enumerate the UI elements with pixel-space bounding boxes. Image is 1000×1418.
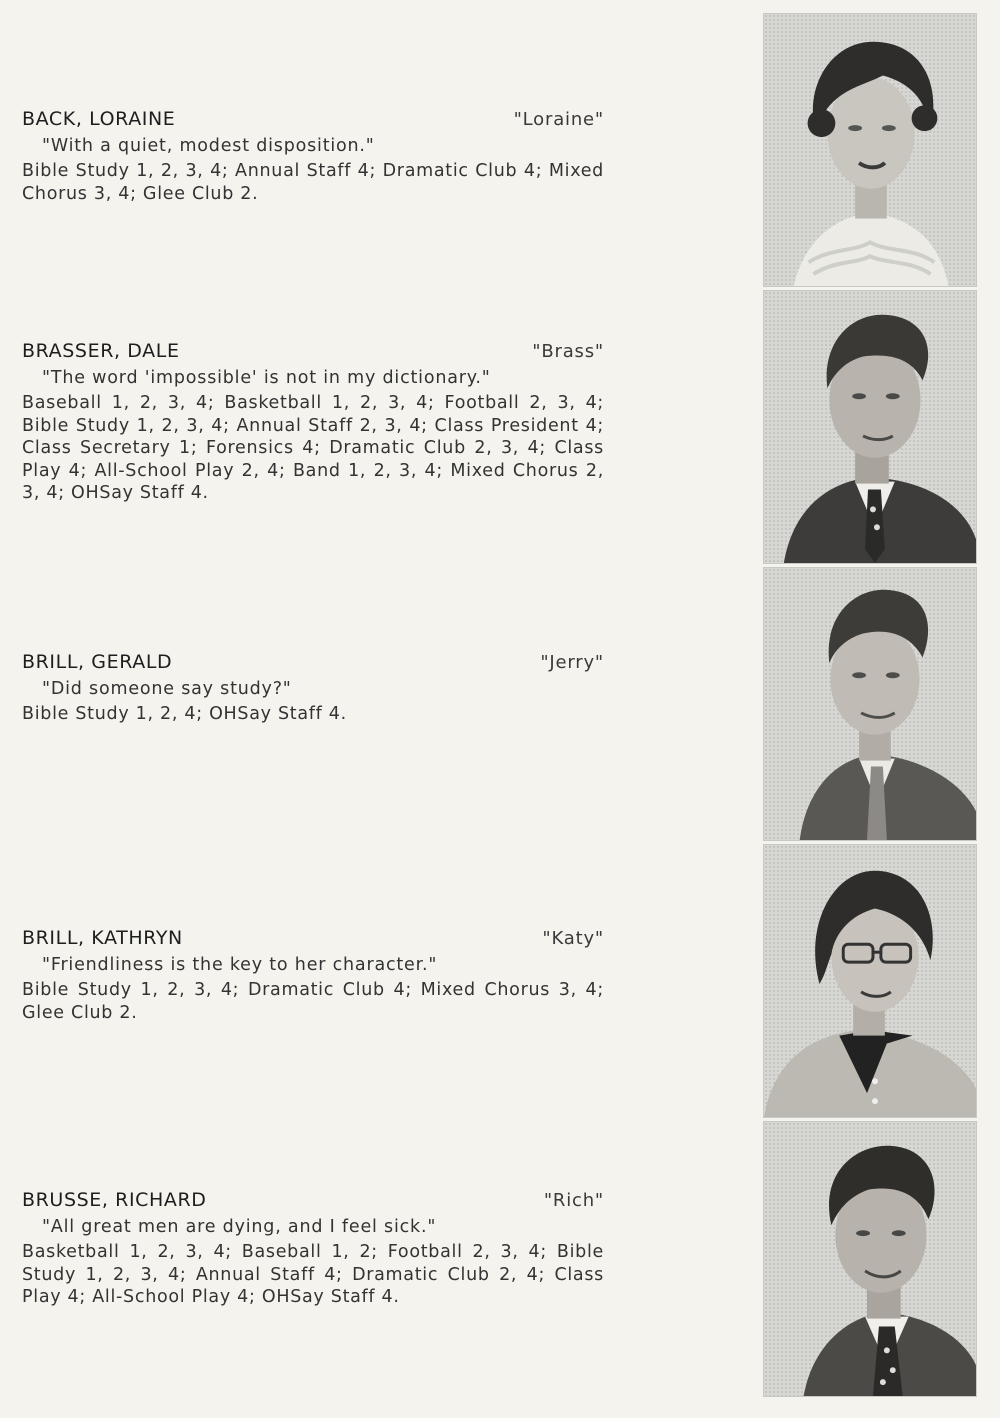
entry-header [22,340,604,362]
student-activities: Bible Study 1, 2, 3, 4; Annual Staff 4; Dramatic Club 4; Mixed Chorus 3, 4; Glee Club 2. [22,161,604,204]
student-activities: Bible Study 1, 2, 3, 4; Dramatic Club 4; Mixed Chorus 3, 4; Glee Club 2. [22,980,604,1023]
senior-entry-brill-kathryn [22,927,604,1024]
senior-entry-brasser-dale [22,340,604,505]
portrait-brill-gerald [763,567,977,841]
student-activities: Bible Study 1, 2, 4; OHSay Staff 4. [22,704,347,724]
senior-entry-brill-gerald [22,651,604,726]
student-name: BRILL, GERALD [22,651,173,673]
portrait-brusse-richard [763,1121,977,1397]
student-quote: "All great men are dying, and I feel sick." [42,1217,437,1237]
student-quote: "Did someone say study?" [42,679,292,699]
student-quote: "Friendliness is the key to her character." [42,955,438,975]
student-nickname: "Brass" [532,341,604,362]
student-name: BRASSER, DALE [22,340,180,362]
student-nickname: "Katy" [542,928,604,949]
portrait-photo [764,845,976,1117]
student-activities: Basketball 1, 2, 3, 4; Baseball 1, 2; Football 2, 3, 4; Bible Study 1, 2, 3, 4; Annual Staff 4; Dramatic Club 2, 4; Class Play 4; All-School Play 4; OHSay Staff 4. [22,1242,604,1307]
portrait-photo [764,14,976,286]
portrait-brill-kathryn [763,844,977,1118]
entry-header [22,108,604,130]
portrait-back-loraine [763,13,977,287]
entry-header [22,927,604,949]
student-quote: "With a quiet, modest disposition." [42,136,375,156]
student-nickname: "Jerry" [540,652,604,673]
portrait-brasser-dale [763,290,977,564]
student-name: BRILL, KATHRYN [22,927,183,949]
portrait-photo [764,568,976,840]
portrait-photo [764,291,976,563]
entry-header [22,651,604,673]
senior-entry-brusse-richard [22,1189,604,1309]
entry-header [22,1189,604,1211]
student-quote: "The word 'impossible' is not in my dictionary." [42,368,491,388]
student-name: BRUSSE, RICHARD [22,1189,207,1211]
student-nickname: "Loraine" [513,109,604,130]
student-activities: Baseball 1, 2, 3, 4; Basketball 1, 2, 3, 4; Football 2, 3, 4; Bible Study 1, 2, 3, 4; Annual Staff 2, 3, 4; Class President 4; Class Secretary 1; Forensics 4; Dramatic Club 2, 3, 4; Class Play 4; All-School Play 2, 4; Band 1, 2, 3, 4; Mixed Chorus 2, 3, 4; OHSay Staff 4. [22,393,604,503]
student-name: BACK, LORAINE [22,108,176,130]
portrait-photo [764,1122,976,1396]
student-nickname: "Rich" [543,1190,604,1211]
senior-entry-back-loraine [22,108,604,205]
